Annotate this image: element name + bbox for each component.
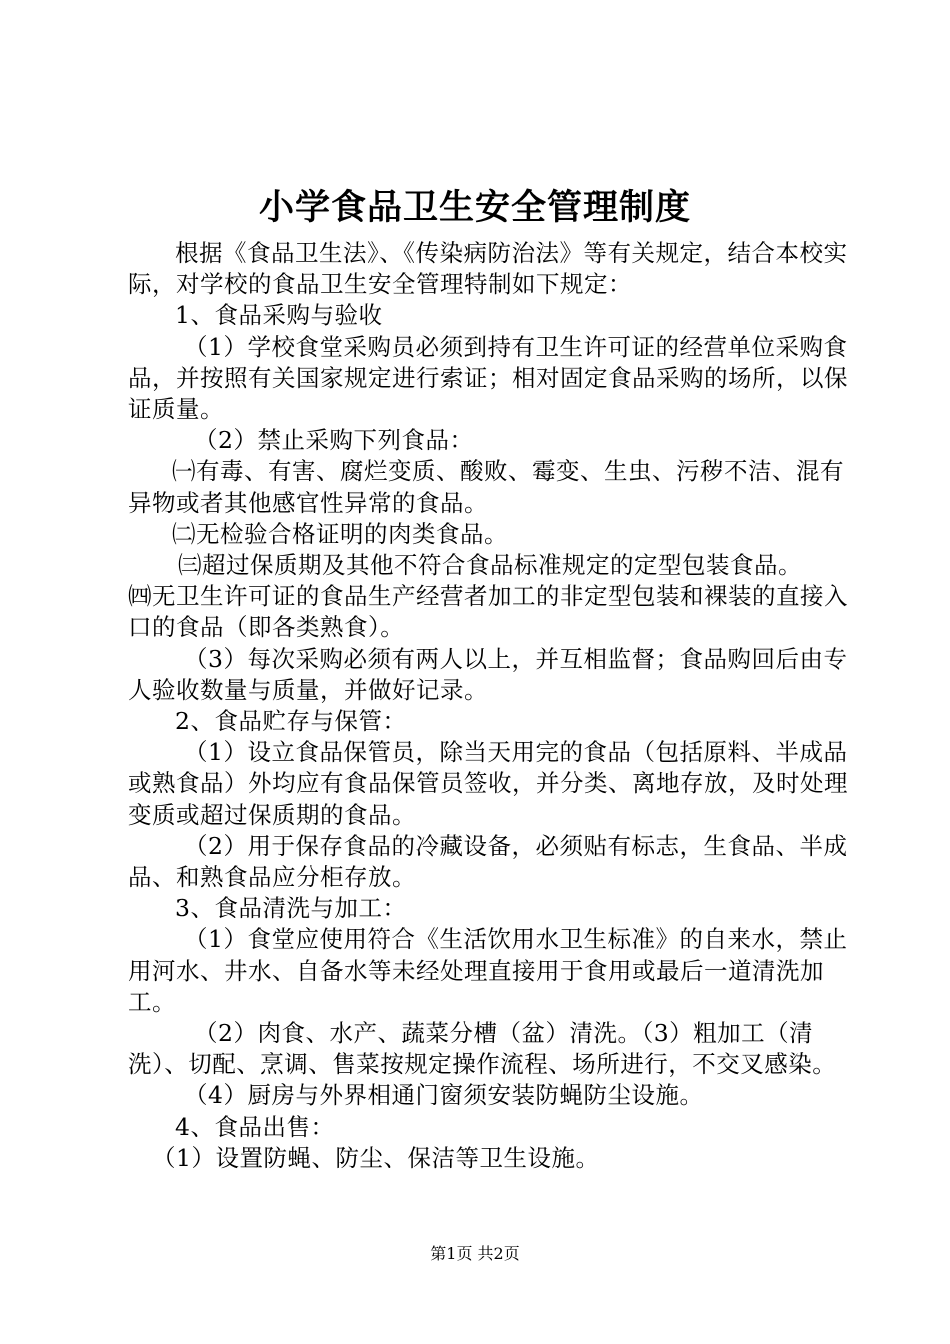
page-footer: 第1页 共2页 [430,1244,520,1263]
list-item-3: ㈢超过保质期及其他不符合食品标准规定的定型包装食品。 [178,551,802,580]
paragraph-2-2: （2）用于保存食品的冷藏设备，必须贴有标志，生食品、半成品、和熟食品应分柜存放。 [128,831,848,892]
section-heading-1: 1、食品采购与验收 [175,301,383,330]
paragraph-1-2: （2）禁止采购下列食品： [194,426,474,455]
document-body [128,238,848,1174]
paragraph-3-1: （1）食堂应使用符合《生活饮用水卫生标准》的自来水，禁止用河水、井水、自备水等未经处理直接用于食用或最后一道清洗加工。 [128,925,848,1016]
section-heading-2: 2、食品贮存与保管： [175,707,407,736]
section-heading-4: 4、食品出售： [175,1112,335,1141]
paragraph-1-3: （3）每次采购必须有两人以上，并互相监督；食品购回后由专人验收数量与质量，并做好记录。 [128,644,848,704]
paragraph-4-1: （1）设置防蝇、防尘、保洁等卫生设施。 [152,1143,600,1172]
paragraph-2-1: （1）设立食品保管员，除当天用完的食品（包括原料、半成品或熟食品）外均应有食品保管员签收，并分类、离地存放，及时处理变质或超过保质期的食品。 [128,738,848,829]
section-heading-3: 3、食品清洗与加工： [175,894,407,923]
paragraph-1-1: （1）学校食堂采购员必须到持有卫生许可证的经营单位采购食品，并按照有关国家规定进行索证；相对固定食品采购的场所，以保证质量。 [128,332,848,424]
list-item-1: ㈠有毒、有害、腐烂变质、酸败、霉变、生虫、污秽不洁、混有异物或者其他感官性异常的食品。 [128,457,844,517]
document-title: 小学食品卫生安全管理制度 [258,187,691,228]
intro-paragraph: 根据《食品卫生法》、《传染病防治法》等有关规定，结合本校实际，对学校的食品卫生安全管理特制如下规定： [128,239,848,299]
list-item-2: ㈡无检验合格证明的肉类食品。 [172,519,508,548]
paragraph-3-2: （2）肉食、水产、蔬菜分槽（盆）清洗。（3）粗加工（清洗）、切配、烹调、售菜按规定操作流程、场所进行，不交叉感染。 [128,1019,837,1079]
list-item-4: ㈣无卫生许可证的食品生产经营者加工的非定型包装和裸装的直接入口的食品（即各类熟食）。 [128,582,848,642]
paragraph-3-4: （4）厨房与外界相通门窗须安装防蝇防尘设施。 [184,1081,704,1110]
